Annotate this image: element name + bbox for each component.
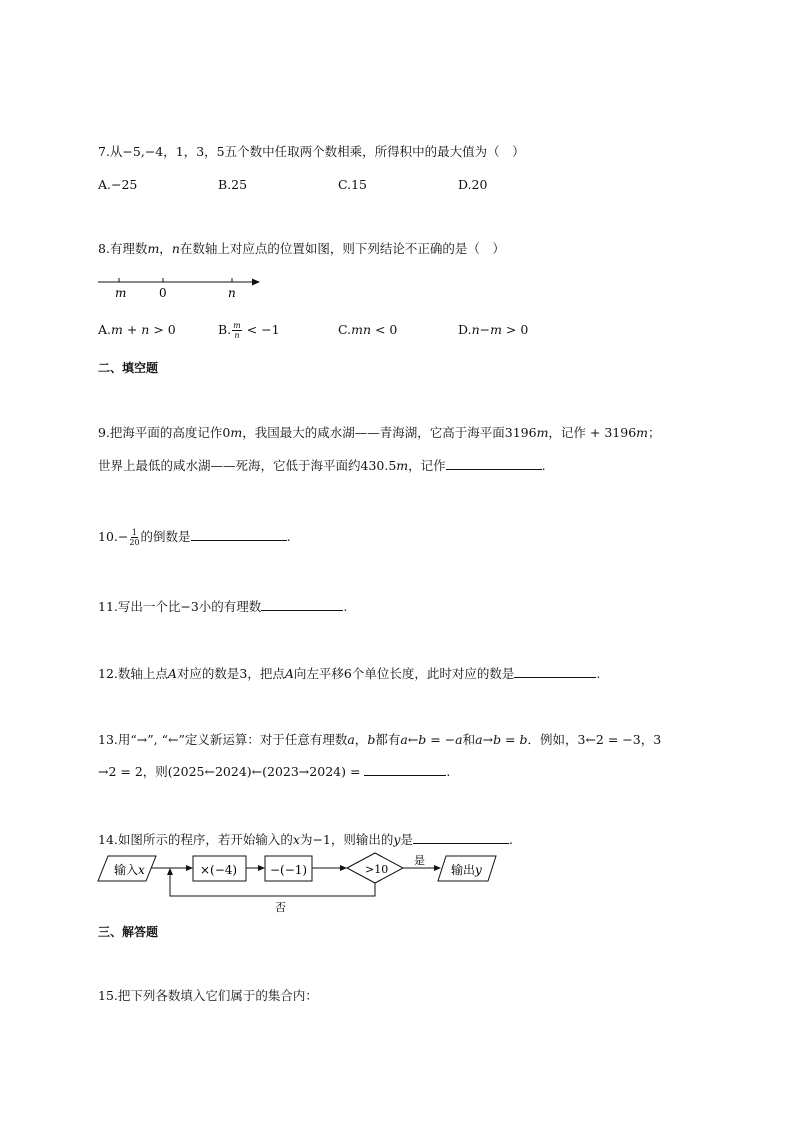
question-9-line-2: 世界上最低的咸水湖——死海，它低于海平面约430.5m，记作 . (98, 458, 546, 473)
flow-no-label: 否 (275, 901, 286, 914)
q8-option-a: A.m + n > 0 (98, 322, 176, 337)
section-answer-heading: 三、解答题 (98, 925, 159, 939)
answer-blank-14[interactable] (413, 830, 509, 844)
question-13-line-1: 13.用“→”, “←”定义新运算：对于任意有理数a，b都有a←b = −a和a→b = b．例如，3←2 = −3，3 (98, 732, 662, 747)
section-fill-in-heading: 二、填空题 (98, 361, 159, 375)
q7-option-c: C.15 (338, 177, 367, 192)
answer-blank-11[interactable] (261, 597, 343, 611)
question-7-stem: 7.从−5,−4，1，3，5五个数中任取两个数相乘，所得积中的最大值为（ ） (98, 144, 525, 159)
number-line-arrow (252, 279, 260, 286)
question-12: 12.数轴上点A对应的数是3，把点A向左平移6个单位长度，此时对应的数是 . (98, 666, 601, 681)
q14-flowchart (96, 852, 506, 918)
fraction-1-over-20: $\frac{1}{20}$ (129, 528, 140, 547)
q7-option-a: A.−25 (98, 177, 138, 192)
question-15: 15.把下列各数填入它们属于的集合内： (98, 988, 318, 1003)
q8-number-line (96, 272, 266, 302)
flow-yes-label: 是 (414, 854, 425, 867)
answer-blank-13[interactable] (364, 762, 446, 776)
q7-option-d: D.20 (458, 177, 488, 192)
question-10: 10.− $\frac{1}{20}$ 的倒数是 . (98, 528, 291, 547)
axis-label-n: n (228, 286, 236, 300)
answer-blank-10[interactable] (191, 527, 287, 541)
question-13-line-2: →2 = 2，则(2025←2024)←(2023→2024) = . (98, 764, 451, 779)
q8-option-c: C.mn < 0 (338, 322, 398, 337)
question-11: 11.写出一个比−3小的有理数 . (98, 599, 348, 614)
flow-decision-label: >10 (365, 863, 389, 876)
question-14: 14.如图所示的程序，若开始输入的x为−1，则输出的y是 . (98, 832, 513, 847)
q8-option-d: D.n−m > 0 (458, 322, 529, 337)
axis-label-zero: 0 (159, 286, 167, 300)
answer-blank-12[interactable] (514, 664, 596, 678)
question-8-stem: 8.有理数m，n在数轴上对应点的位置如图，则下列结论不正确的是（ ） (98, 241, 505, 256)
flow-input-label: 输入x (114, 863, 145, 877)
question-9-line-1: 9.把海平面的高度记作0m，我国最大的咸水湖——青海湖，它高于海平面3196m，记作 + 3196m； (98, 425, 661, 440)
flow-step-subtract-label: −(−1) (270, 863, 308, 877)
flow-output-label: 输出y (451, 863, 482, 877)
q7-option-b: B.25 (218, 177, 248, 192)
axis-label-m: m (115, 286, 127, 300)
flow-step-multiply-label: ×(−4) (200, 863, 238, 877)
fraction-m-over-n: $\frac{m}{n}$ (233, 321, 241, 340)
answer-blank-9[interactable] (446, 456, 542, 470)
q8-option-b: B. $\frac{m}{n}$ < −1 (218, 321, 280, 340)
